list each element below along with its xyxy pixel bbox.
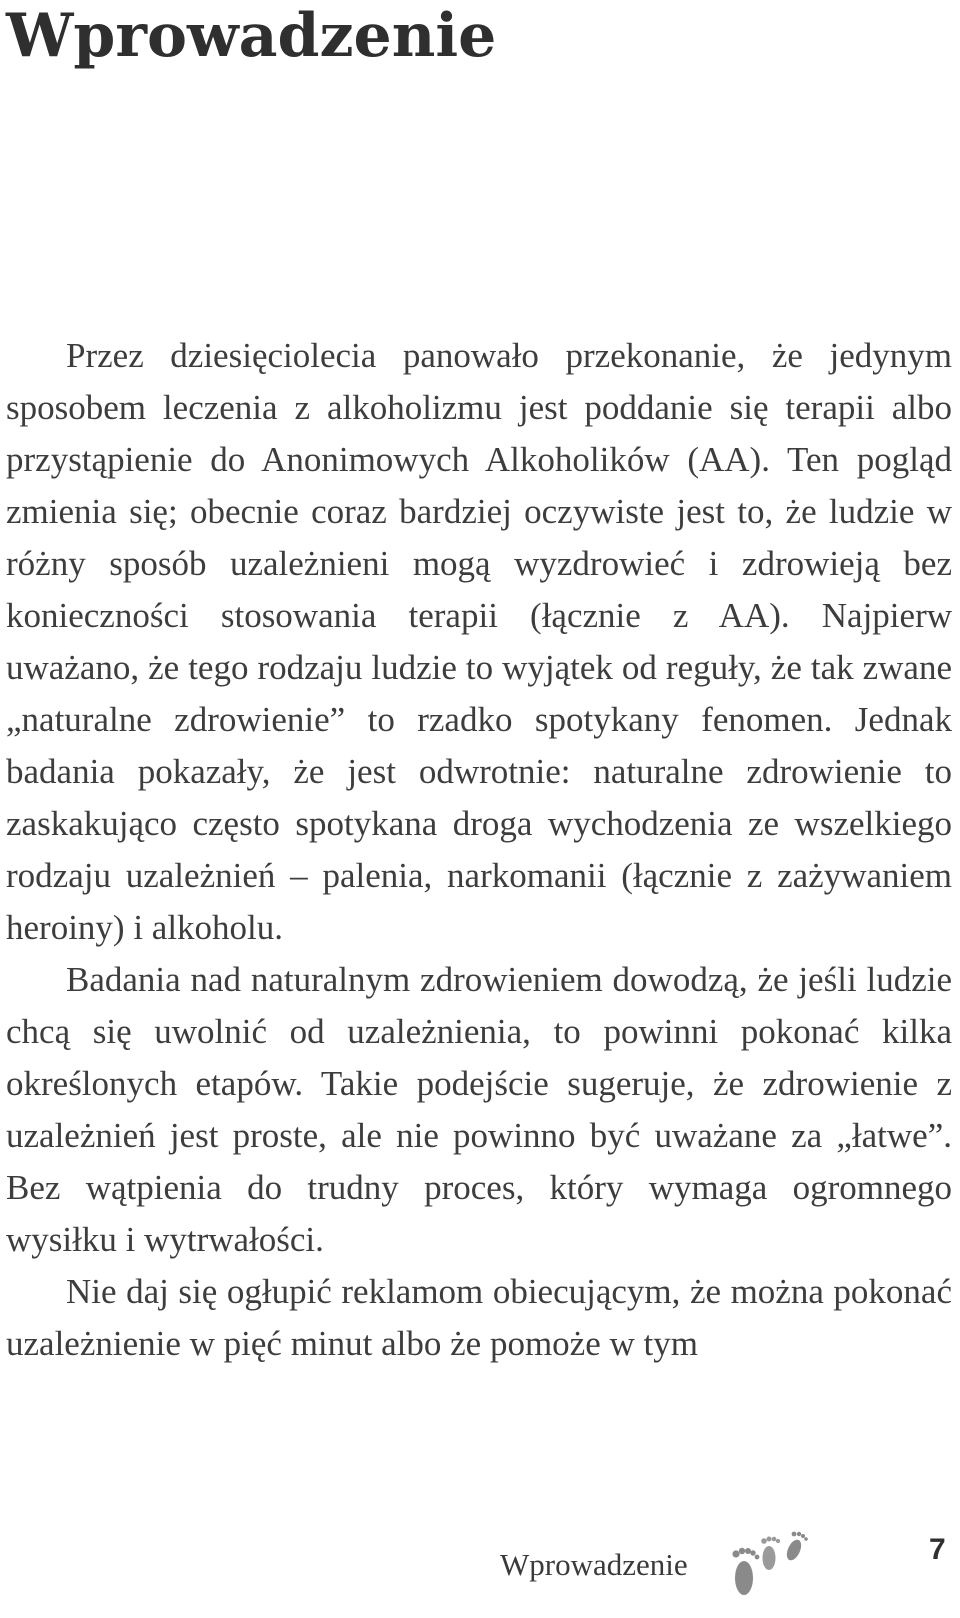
footprints-icon [722, 1530, 812, 1600]
paragraph: Przez dziesięciolecia panowało przekonanie, że jedynym sposobem leczenia z alkoholizmu jest poddanie się terapii albo przystąpienie do Anonimowych Alkoholików (AA). Ten pogląd zmienia się; obecnie coraz bardziej oczywiste jest to, że ludzie w różny sposób uzależnieni mogą wyzdrowieć i zdrowieją bez konieczności stosowania terapii (łącznie z AA). Najpierw uważano, że tego rodzaju ludzie to wyjątek od reguły, że tak zwane „naturalne zdrowienie” to rzadko spotykany fenomen. Jednak badania pokazały, że jest odwrotnie: naturalne zdrowienie to zaskakująco często spotykana droga wychodzenia ze wszelkiego rodzaju uzależnień – palenia, narkomanii (łącznie z zażywaniem heroiny) i alkoholu. [6, 336, 952, 947]
paragraph: Badania nad naturalnym zdrowieniem dowodzą, że jeśli ludzie chcą się uwolnić od uzależnienia, to powinni pokonać kilka określonych etapów. Takie podejście sugeruje, że zdrowienie z uzależnień jest proste, ale nie powinno być uważane za „łatwe”. Bez wątpienia do trudny proces, który wymaga ogromnego wysiłku i wytrwałości. [6, 960, 952, 1259]
body-text [6, 330, 952, 1370]
page-footer [0, 1530, 960, 1600]
chapter-title: Wprowadzenie [6, 1, 497, 71]
paragraph: Nie daj się ogłupić reklamom obiecującym, że można pokonać uzależnienie w pięć minut albo że pomoże w tym [6, 1272, 952, 1363]
page-number: 7 [929, 1533, 946, 1566]
running-head: Wprowadzenie [500, 1547, 688, 1582]
